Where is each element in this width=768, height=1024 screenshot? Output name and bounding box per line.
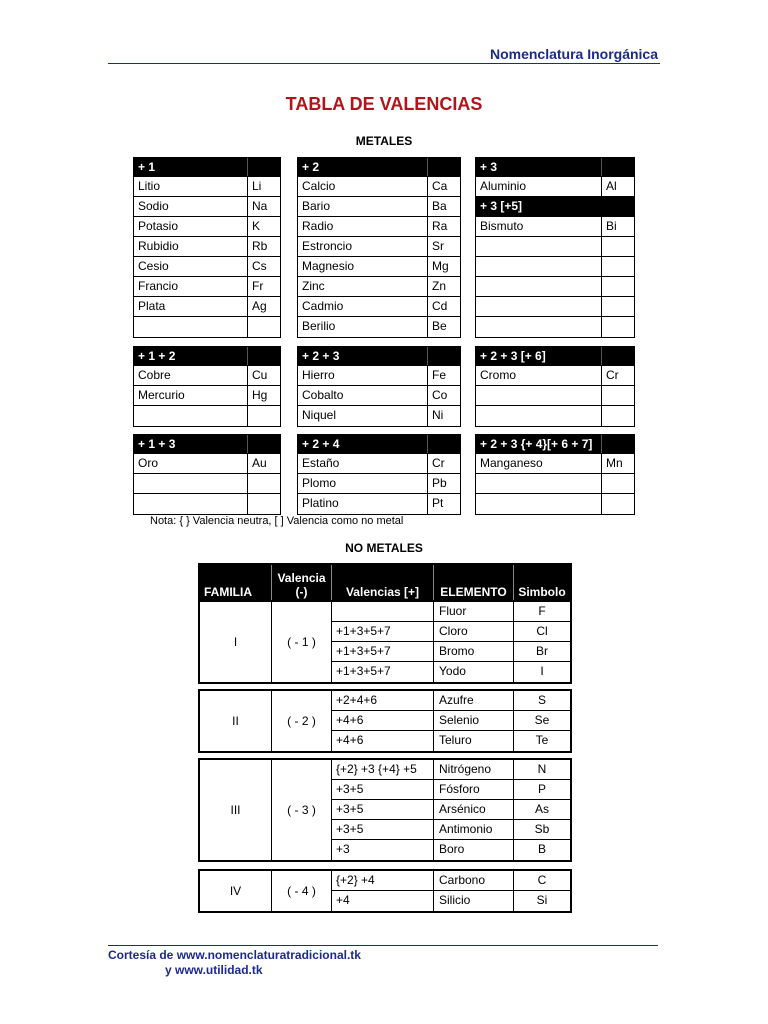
valencias-cell: +3+5 bbox=[332, 780, 434, 799]
metal-row bbox=[134, 297, 280, 317]
element-symbol bbox=[602, 386, 634, 405]
familia-group bbox=[198, 600, 572, 684]
element-symbol bbox=[602, 257, 634, 276]
metal-row bbox=[298, 277, 460, 297]
metal-box bbox=[133, 157, 281, 338]
element-name bbox=[476, 297, 602, 316]
element-symbol bbox=[248, 474, 280, 493]
metal-row bbox=[476, 257, 634, 277]
metal-row bbox=[298, 197, 460, 217]
header-title: Nomenclatura Inorgánica bbox=[489, 46, 658, 62]
metal-row bbox=[134, 197, 280, 217]
metal-box-header bbox=[476, 158, 634, 177]
table-row bbox=[332, 820, 570, 840]
element-name: Radio bbox=[298, 217, 428, 236]
valencias-cell: +4 bbox=[332, 891, 434, 911]
element-symbol: Ag bbox=[252, 299, 267, 313]
table-row bbox=[332, 871, 570, 891]
simbolo-cell: S bbox=[537, 693, 546, 707]
element-symbol: Pt bbox=[432, 496, 444, 510]
elemento-cell: Yodo bbox=[434, 662, 514, 682]
valence-label: + 2 + 3 bbox=[298, 347, 428, 365]
no-metales-heading: NO METALES bbox=[345, 541, 423, 555]
valencia-cell: ( - 2 ) bbox=[272, 691, 332, 751]
element-symbol: Ba bbox=[432, 199, 447, 213]
element-name: Litio bbox=[134, 177, 248, 196]
element-name bbox=[476, 474, 602, 493]
elemento-cell: Boro bbox=[434, 840, 514, 860]
metal-row bbox=[298, 386, 460, 406]
metal-box bbox=[297, 157, 461, 338]
element-name: + 3 [+5] bbox=[476, 197, 602, 216]
elemento-cell: Antimonio bbox=[434, 820, 514, 839]
metal-row bbox=[134, 277, 280, 297]
element-name: Cesio bbox=[134, 257, 248, 276]
element-name bbox=[476, 277, 602, 296]
element-symbol: Co bbox=[432, 388, 448, 402]
metal-row bbox=[476, 494, 634, 514]
element-symbol: Ra bbox=[432, 219, 448, 233]
familia-cell: II bbox=[200, 691, 272, 751]
element-name: Bismuto bbox=[476, 217, 602, 236]
element-symbol: Sr bbox=[432, 239, 444, 253]
no-metales-header bbox=[198, 563, 572, 602]
metal-row bbox=[298, 297, 460, 317]
table-row bbox=[332, 800, 570, 820]
element-symbol: Cu bbox=[252, 368, 268, 382]
element-name bbox=[476, 237, 602, 256]
simbolo-cell: Te bbox=[535, 733, 549, 747]
footer-line-2: y www.utilidad.tk bbox=[165, 963, 263, 977]
element-symbol: Na bbox=[252, 199, 268, 213]
element-symbol: Au bbox=[252, 456, 267, 470]
col-elemento: ELEMENTO bbox=[434, 565, 514, 602]
metal-box-header bbox=[134, 347, 280, 366]
element-name: Cromo bbox=[476, 366, 602, 385]
element-name: Estroncio bbox=[298, 237, 428, 256]
simbolo-cell: As bbox=[534, 802, 549, 816]
valencias-cell: +4+6 bbox=[332, 711, 434, 730]
simbolo-cell: Se bbox=[534, 713, 550, 727]
metal-row bbox=[476, 406, 634, 426]
table-row bbox=[332, 780, 570, 800]
element-symbol: Be bbox=[432, 319, 447, 333]
simbolo-cell: Cl bbox=[536, 624, 548, 638]
metal-box-header bbox=[298, 347, 460, 366]
element-name bbox=[134, 494, 248, 514]
metal-row bbox=[476, 454, 634, 474]
table-row bbox=[332, 711, 570, 731]
valencias-cell: +3+5 bbox=[332, 820, 434, 839]
table-row bbox=[332, 602, 570, 622]
element-symbol: Li bbox=[252, 179, 262, 193]
metal-row bbox=[476, 217, 634, 237]
element-symbol: Fe bbox=[432, 368, 447, 382]
metal-row bbox=[476, 277, 634, 297]
element-name: Oro bbox=[134, 454, 248, 473]
valencias-cell: +3+5 bbox=[332, 800, 434, 819]
familia-group bbox=[198, 758, 572, 862]
metal-row bbox=[298, 257, 460, 277]
metal-box-header bbox=[298, 158, 460, 177]
element-symbol: K bbox=[252, 219, 261, 233]
metal-row bbox=[298, 366, 460, 386]
valencias-cell: +1+3+5+7 bbox=[332, 662, 434, 682]
simbolo-cell: B bbox=[537, 842, 546, 856]
element-name: Calcio bbox=[298, 177, 428, 196]
familia-cell: IV bbox=[200, 871, 272, 911]
elemento-cell: Cloro bbox=[434, 622, 514, 641]
simbolo-cell: Br bbox=[536, 644, 548, 658]
element-symbol: Cr bbox=[432, 456, 445, 470]
metal-row bbox=[298, 494, 460, 514]
metal-row bbox=[476, 297, 634, 317]
metal-box bbox=[475, 346, 635, 427]
element-name bbox=[476, 494, 602, 514]
metal-row bbox=[134, 494, 280, 514]
metal-box bbox=[133, 346, 281, 427]
element-name: Zinc bbox=[298, 277, 428, 296]
metal-box bbox=[133, 434, 281, 515]
metal-row bbox=[298, 454, 460, 474]
element-symbol: Al bbox=[606, 179, 617, 193]
element-symbol bbox=[248, 494, 280, 514]
page-title: TABLA DE VALENCIAS bbox=[285, 94, 483, 114]
metal-row bbox=[476, 474, 634, 494]
element-symbol bbox=[248, 317, 280, 337]
element-symbol: Bi bbox=[606, 219, 617, 233]
element-name: Manganeso bbox=[476, 454, 602, 473]
simbolo-cell: I bbox=[540, 664, 544, 678]
simbolo-cell: C bbox=[537, 873, 547, 887]
metal-box-header bbox=[134, 158, 280, 177]
valencias-cell: +3 bbox=[332, 840, 434, 860]
footer-line-1: Cortesía de www.nomenclaturatradicional.tk bbox=[108, 948, 361, 962]
metal-row bbox=[134, 454, 280, 474]
valence-label: + 2 + 4 bbox=[298, 435, 428, 453]
element-symbol bbox=[602, 237, 634, 256]
elemento-cell: Silicio bbox=[434, 891, 514, 911]
valence-label: + 2 + 3 [+ 6] bbox=[476, 347, 602, 365]
element-symbol bbox=[602, 197, 634, 216]
col-familia: FAMILIA bbox=[200, 565, 272, 602]
element-name: Cobre bbox=[134, 366, 248, 385]
element-name: Francio bbox=[134, 277, 248, 296]
element-name: Rubidio bbox=[134, 237, 248, 256]
element-symbol: Ni bbox=[432, 408, 444, 422]
col-valencia: Valencia (-) bbox=[272, 565, 332, 602]
metal-row bbox=[134, 237, 280, 257]
metal-row bbox=[134, 177, 280, 197]
element-name: Estaño bbox=[298, 454, 428, 473]
col-valencias: Valencias [+] bbox=[332, 565, 434, 602]
element-name bbox=[134, 317, 248, 337]
metal-row bbox=[476, 386, 634, 406]
metales-note: Nota: { } Valencia neutra, [ ] Valencia como no metal bbox=[150, 515, 404, 527]
element-name: Mercurio bbox=[134, 386, 248, 405]
elemento-cell: Selenio bbox=[434, 711, 514, 730]
metal-row bbox=[134, 317, 280, 337]
familia-group bbox=[198, 689, 572, 753]
metal-row bbox=[298, 474, 460, 494]
elemento-cell: Bromo bbox=[434, 642, 514, 661]
valencias-cell: {+2} +3 {+4} +5 bbox=[332, 760, 434, 779]
valence-label: + 3 bbox=[476, 158, 602, 176]
valencias-cell: +1+3+5+7 bbox=[332, 622, 434, 641]
metal-box-header bbox=[476, 435, 634, 454]
footer-rule bbox=[108, 945, 658, 946]
elemento-cell: Fluor bbox=[434, 602, 514, 621]
metal-box bbox=[297, 346, 461, 427]
element-name bbox=[476, 317, 602, 337]
element-symbol: Rb bbox=[252, 239, 268, 253]
table-row bbox=[332, 840, 570, 860]
element-name bbox=[134, 474, 248, 493]
metal-row bbox=[134, 386, 280, 406]
metal-row bbox=[298, 406, 460, 426]
element-name: Berilio bbox=[298, 317, 428, 337]
metal-row bbox=[134, 257, 280, 277]
element-name: Plata bbox=[134, 297, 248, 316]
elemento-cell: Carbono bbox=[434, 871, 514, 890]
familia-group bbox=[198, 869, 572, 913]
valence-label: + 2 + 3 {+ 4}[+ 6 + 7] bbox=[476, 435, 602, 453]
element-symbol: Hg bbox=[252, 388, 268, 402]
metal-row bbox=[134, 366, 280, 386]
table-row bbox=[332, 731, 570, 751]
element-name: Sodio bbox=[134, 197, 248, 216]
valence-label: + 2 bbox=[298, 158, 428, 176]
element-symbol: Mg bbox=[432, 259, 449, 273]
valencia-cell: ( - 4 ) bbox=[272, 871, 332, 911]
element-name bbox=[476, 406, 602, 426]
metal-row bbox=[298, 317, 460, 337]
element-name: Cadmio bbox=[298, 297, 428, 316]
valencias-cell: +2+4+6 bbox=[332, 691, 434, 710]
metal-box bbox=[475, 157, 635, 338]
element-name bbox=[134, 406, 248, 426]
table-row bbox=[332, 691, 570, 711]
table-row bbox=[332, 760, 570, 780]
element-symbol: Ca bbox=[432, 179, 448, 193]
valencias-cell: {+2} +4 bbox=[332, 871, 434, 890]
element-symbol: Zn bbox=[432, 279, 447, 293]
table-row bbox=[332, 891, 570, 911]
element-symbol: Fr bbox=[252, 279, 264, 293]
metales-heading: METALES bbox=[355, 134, 413, 148]
simbolo-cell: F bbox=[538, 604, 546, 618]
metal-box-header bbox=[134, 435, 280, 454]
metal-box bbox=[297, 434, 461, 515]
element-name: Hierro bbox=[298, 366, 428, 385]
metal-box-header bbox=[476, 347, 634, 366]
element-symbol bbox=[602, 317, 634, 337]
simbolo-cell: Si bbox=[536, 893, 548, 907]
metal-row bbox=[134, 474, 280, 494]
valencias-cell: +1+3+5+7 bbox=[332, 642, 434, 661]
element-symbol: Cr bbox=[606, 368, 619, 382]
element-symbol: Cd bbox=[432, 299, 448, 313]
element-symbol bbox=[602, 297, 634, 316]
simbolo-cell: Sb bbox=[534, 822, 550, 836]
metal-row bbox=[298, 217, 460, 237]
element-symbol: Mn bbox=[606, 456, 623, 470]
metal-row bbox=[476, 366, 634, 386]
valencia-cell: ( - 1 ) bbox=[272, 602, 332, 682]
valencia-cell: ( - 3 ) bbox=[272, 760, 332, 860]
element-symbol bbox=[602, 277, 634, 296]
element-name: Aluminio bbox=[476, 177, 602, 196]
element-symbol: Pb bbox=[432, 476, 447, 490]
metal-row bbox=[298, 177, 460, 197]
simbolo-cell: P bbox=[537, 782, 546, 796]
element-symbol bbox=[248, 406, 280, 426]
elemento-cell: Teluro bbox=[434, 731, 514, 751]
element-symbol bbox=[602, 474, 634, 493]
familia-cell: III bbox=[200, 760, 272, 860]
elemento-cell: Nitrógeno bbox=[434, 760, 514, 779]
table-row bbox=[332, 642, 570, 662]
metal-row bbox=[476, 317, 634, 337]
element-name: Plomo bbox=[298, 474, 428, 493]
valencias-cell bbox=[332, 602, 434, 621]
table-row bbox=[332, 662, 570, 682]
metal-row bbox=[476, 237, 634, 257]
element-name: Potasio bbox=[134, 217, 248, 236]
element-symbol bbox=[602, 494, 634, 514]
metal-row bbox=[134, 217, 280, 237]
element-name: Cobalto bbox=[298, 386, 428, 405]
metal-row bbox=[476, 197, 634, 217]
header-rule bbox=[108, 63, 660, 64]
table-row bbox=[332, 622, 570, 642]
element-name: Magnesio bbox=[298, 257, 428, 276]
metal-row bbox=[476, 177, 634, 197]
metal-box-header bbox=[298, 435, 460, 454]
element-name: Niquel bbox=[298, 406, 428, 426]
valence-label: + 1 + 2 bbox=[134, 347, 248, 365]
valence-label: + 1 bbox=[134, 158, 248, 176]
metal-row bbox=[298, 237, 460, 257]
elemento-cell: Fósforo bbox=[434, 780, 514, 799]
familia-cell: I bbox=[200, 602, 272, 682]
metal-box bbox=[475, 434, 635, 515]
element-name bbox=[476, 257, 602, 276]
simbolo-cell: N bbox=[537, 762, 547, 776]
metal-row bbox=[134, 406, 280, 426]
element-name: Bario bbox=[298, 197, 428, 216]
elemento-cell: Arsénico bbox=[434, 800, 514, 819]
elemento-cell: Azufre bbox=[434, 691, 514, 710]
col-simbolo: Simbolo bbox=[518, 585, 566, 599]
valence-label: + 1 + 3 bbox=[134, 435, 248, 453]
element-name: Platino bbox=[298, 494, 428, 514]
valencias-cell: +4+6 bbox=[332, 731, 434, 751]
element-symbol bbox=[602, 406, 634, 426]
element-name bbox=[476, 386, 602, 405]
element-symbol: Cs bbox=[252, 259, 267, 273]
